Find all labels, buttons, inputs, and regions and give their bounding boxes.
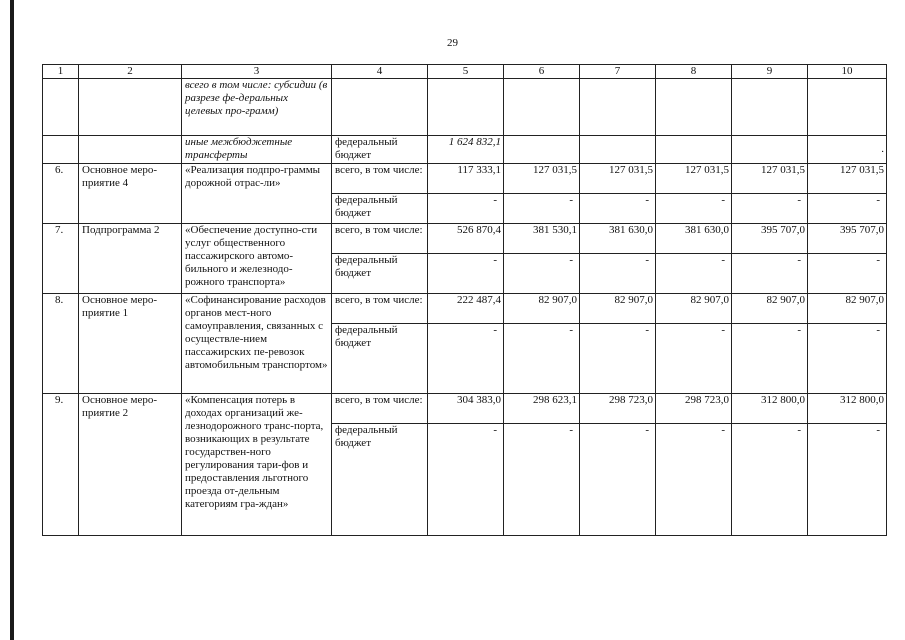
measure-description: «Реализация подпро-граммы дорожной отрас-ли» xyxy=(182,164,332,224)
measure-description: «Софинансирование расходов органов мест-ного самоуправления, связанных с осуществле-нием пассажирских пе-ревозок автомобильным транспортом» xyxy=(182,294,332,394)
value-cell: - xyxy=(656,324,732,394)
federal-budget-label: федеральный бюджет xyxy=(332,194,428,224)
header-row xyxy=(43,65,887,79)
value-cell: - xyxy=(504,194,580,224)
column-header: 9 xyxy=(732,65,808,79)
table-row xyxy=(43,79,887,136)
value-cell: 304 383,0 xyxy=(428,394,504,424)
total-label: всего, в том числе: xyxy=(332,164,428,194)
total-label: всего, в том числе: xyxy=(332,294,428,324)
value-cell: - xyxy=(580,324,656,394)
value-cell: - xyxy=(580,424,656,536)
value-cell: 127 031,5 xyxy=(656,164,732,194)
value-cell: 127 031,5 xyxy=(580,164,656,194)
value-cell: - xyxy=(504,424,580,536)
row-number: 8. xyxy=(43,294,79,394)
value-cell: 117 333,1 xyxy=(428,164,504,194)
row-number: 9. xyxy=(43,394,79,536)
value-cell: 82 907,0 xyxy=(504,294,580,324)
federal-budget-label: федеральный бюджет xyxy=(332,324,428,394)
value-cell: 298 723,0 xyxy=(580,394,656,424)
table-row xyxy=(43,224,887,254)
total-label: всего, в том числе: xyxy=(332,224,428,254)
value-cell: - xyxy=(428,194,504,224)
value-cell: - xyxy=(504,254,580,294)
value-cell: - xyxy=(428,424,504,536)
table-row xyxy=(43,136,887,164)
column-header: 1 xyxy=(43,65,79,79)
column-header: 2 xyxy=(79,65,182,79)
measure-name: Основное меро-приятие 2 xyxy=(79,394,182,536)
value-cell: - xyxy=(808,324,887,394)
transfer-description: иные межбюджетные трансферты xyxy=(182,136,332,164)
value-cell: 82 907,0 xyxy=(732,294,808,324)
value-cell: - xyxy=(808,194,887,224)
value-cell: - xyxy=(504,324,580,394)
federal-budget-label: федеральный бюджет xyxy=(332,254,428,294)
value-cell: - xyxy=(732,254,808,294)
page-number: 29 xyxy=(447,37,458,49)
value-cell: - xyxy=(428,254,504,294)
column-header: 3 xyxy=(182,65,332,79)
value-cell: 312 800,0 xyxy=(808,394,887,424)
value-cell: - xyxy=(808,424,887,536)
measure-name: Основное меро-приятие 4 xyxy=(79,164,182,224)
column-header: 8 xyxy=(656,65,732,79)
value-cell: - xyxy=(656,254,732,294)
column-header: 4 xyxy=(332,65,428,79)
value-cell: 526 870,4 xyxy=(428,224,504,254)
value-cell: - xyxy=(428,324,504,394)
column-header: 6 xyxy=(504,65,580,79)
value-cell: - xyxy=(808,254,887,294)
value-cell: 127 031,5 xyxy=(504,164,580,194)
value-cell: 82 907,0 xyxy=(808,294,887,324)
value-cell: 298 623,1 xyxy=(504,394,580,424)
value-cell: 1 624 832,1 xyxy=(428,136,504,164)
table-row xyxy=(43,164,887,194)
value-cell: 222 487,4 xyxy=(428,294,504,324)
value-cell: . xyxy=(808,136,887,164)
value-cell: - xyxy=(656,194,732,224)
subsidy-description: всего в том числе: субсидии (в разрезе фе-деральных целевых про-грамм) xyxy=(182,79,332,136)
table-row xyxy=(43,394,887,424)
value-cell: 381 530,1 xyxy=(504,224,580,254)
budget-table xyxy=(42,64,887,536)
measure-description: «Обеспечение доступно-сти услуг общественного пассажирского автомо-бильного и железнодо-рожного транспорта» xyxy=(182,224,332,294)
value-cell: 381 630,0 xyxy=(580,224,656,254)
value-cell: 82 907,0 xyxy=(580,294,656,324)
value-cell: 127 031,5 xyxy=(808,164,887,194)
measure-name: Подпрограмма 2 xyxy=(79,224,182,294)
value-cell: - xyxy=(732,324,808,394)
column-header: 7 xyxy=(580,65,656,79)
value-cell: - xyxy=(580,254,656,294)
value-cell: 381 630,0 xyxy=(656,224,732,254)
value-cell: 395 707,0 xyxy=(732,224,808,254)
value-cell: 312 800,0 xyxy=(732,394,808,424)
budget-source-label: федеральный бюджет xyxy=(332,136,428,164)
value-cell: 82 907,0 xyxy=(656,294,732,324)
measure-name: Основное меро-приятие 1 xyxy=(79,294,182,394)
value-cell: - xyxy=(580,194,656,224)
value-cell: 127 031,5 xyxy=(732,164,808,194)
federal-budget-label: федеральный бюджет xyxy=(332,424,428,536)
row-number: 7. xyxy=(43,224,79,294)
column-header: 10 xyxy=(808,65,887,79)
value-cell: - xyxy=(656,424,732,536)
table-row xyxy=(43,294,887,324)
column-header: 5 xyxy=(428,65,504,79)
row-number: 6. xyxy=(43,164,79,224)
measure-description: «Компенсация потерь в доходах организаций же-лезнодорожного транс-порта, возникающих в результате государствен-ного регулирования тари-фов и предоставления льготного проезда от-дельным категориям гра-ждан» xyxy=(182,394,332,536)
total-label: всего, в том числе: xyxy=(332,394,428,424)
scan-edge-bar xyxy=(10,0,14,640)
value-cell: 298 723,0 xyxy=(656,394,732,424)
value-cell: - xyxy=(732,424,808,536)
value-cell: 395 707,0 xyxy=(808,224,887,254)
value-cell: - xyxy=(732,194,808,224)
